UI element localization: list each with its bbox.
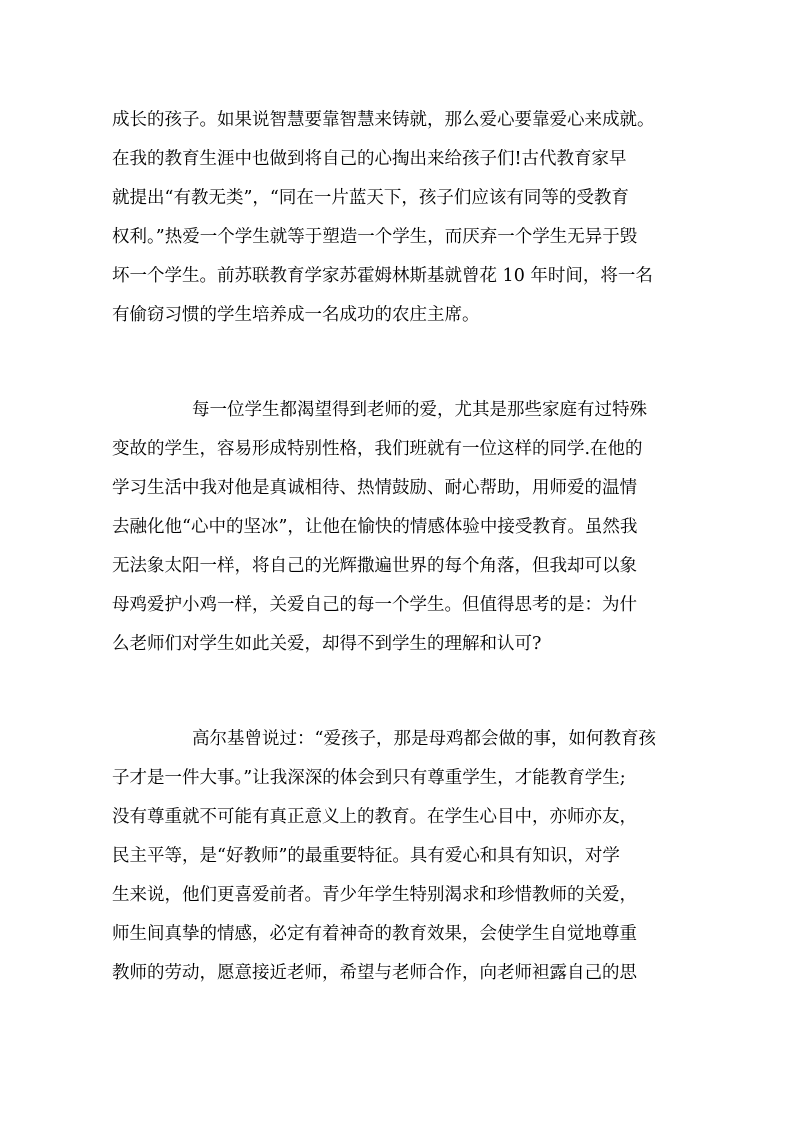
paragraph-2-line-3: 学习生活中我对他是真诚相待、热情鼓励、耐心帮助，用师爱的温情 bbox=[112, 478, 637, 498]
paragraph-1-line-6: 有偷窃习惯的学生培养成一名成功的农庄主席。 bbox=[112, 305, 480, 325]
paragraph-2-line-1: 每一位学生都渴望得到老师的爱，尤其是那些家庭有过特殊 bbox=[192, 400, 647, 420]
paragraph-3-line-5: 生来说，他们更喜爱前者。青少年学生特别渴求和珍惜教师的关爱， bbox=[112, 885, 637, 905]
paragraph-2-line-4: 去融化他“心中的坚冰”，让他在愉快的情感体验中接受教育。虽然我 bbox=[112, 517, 638, 537]
paragraph-3-line-3: 没有尊重就不可能有真正意义上的教育。在学生心目中，亦师亦友， bbox=[112, 807, 637, 827]
paragraph-1-line-1: 成长的孩子。如果说智慧要靠智慧来铸就，那么爱心要靠爱心来成就。 bbox=[112, 110, 655, 130]
paragraph-3-line-7: 教师的劳动，愿意接近老师，希望与老师合作，向老师袒露自己的思 bbox=[112, 963, 637, 983]
paragraph-2-line-7: 么老师们对学生如此关爱，却得不到学生的理解和认可? bbox=[112, 634, 542, 654]
paragraph-2-line-5: 无法象太阳一样，将自己的光辉撒遍世界的每个角落，但我却可以象 bbox=[112, 556, 637, 576]
paragraph-1-line-4: 权利。”热爱一个学生就等于塑造一个学生，而厌弃一个学生无异于毁 bbox=[112, 227, 638, 247]
paragraph-2-line-6: 母鸡爱护小鸡一样，关爱自己的每一个学生。但值得思考的是：为什 bbox=[112, 595, 637, 615]
paragraph-3-line-4: 民主平等，是“好教师”的最重要特征。具有爱心和具有知识，对学 bbox=[112, 846, 620, 866]
paragraph-3-line-2: 子才是一件大事。”让我深深的体会到只有尊重学生，才能教育学生; bbox=[112, 768, 626, 788]
paragraph-1-line-2: 在我的教育生涯中也做到将自己的心掏出来给孩子们!古代教育家早 bbox=[112, 149, 627, 169]
paragraph-1-line-3: 就提出“有教无类”，“同在一片蓝天下，孩子们应该有同等的受教育 bbox=[112, 188, 629, 208]
paragraph-1-line-5: 坏一个学生。前苏联教育学家苏霍姆林斯基就曾花 10 年时间，将一名 bbox=[112, 266, 653, 286]
paragraph-3-line-1: 高尔基曾说过：“爱孩子，那是母鸡都会做的事，如何教育孩 bbox=[192, 729, 656, 749]
paragraph-2-line-2: 变故的学生，容易形成特别性格，我们班就有一位这样的同学.在他的 bbox=[112, 439, 643, 459]
paragraph-3-line-6: 师生间真挚的情感，必定有着神奇的教育效果，会使学生自觉地尊重 bbox=[112, 924, 637, 944]
